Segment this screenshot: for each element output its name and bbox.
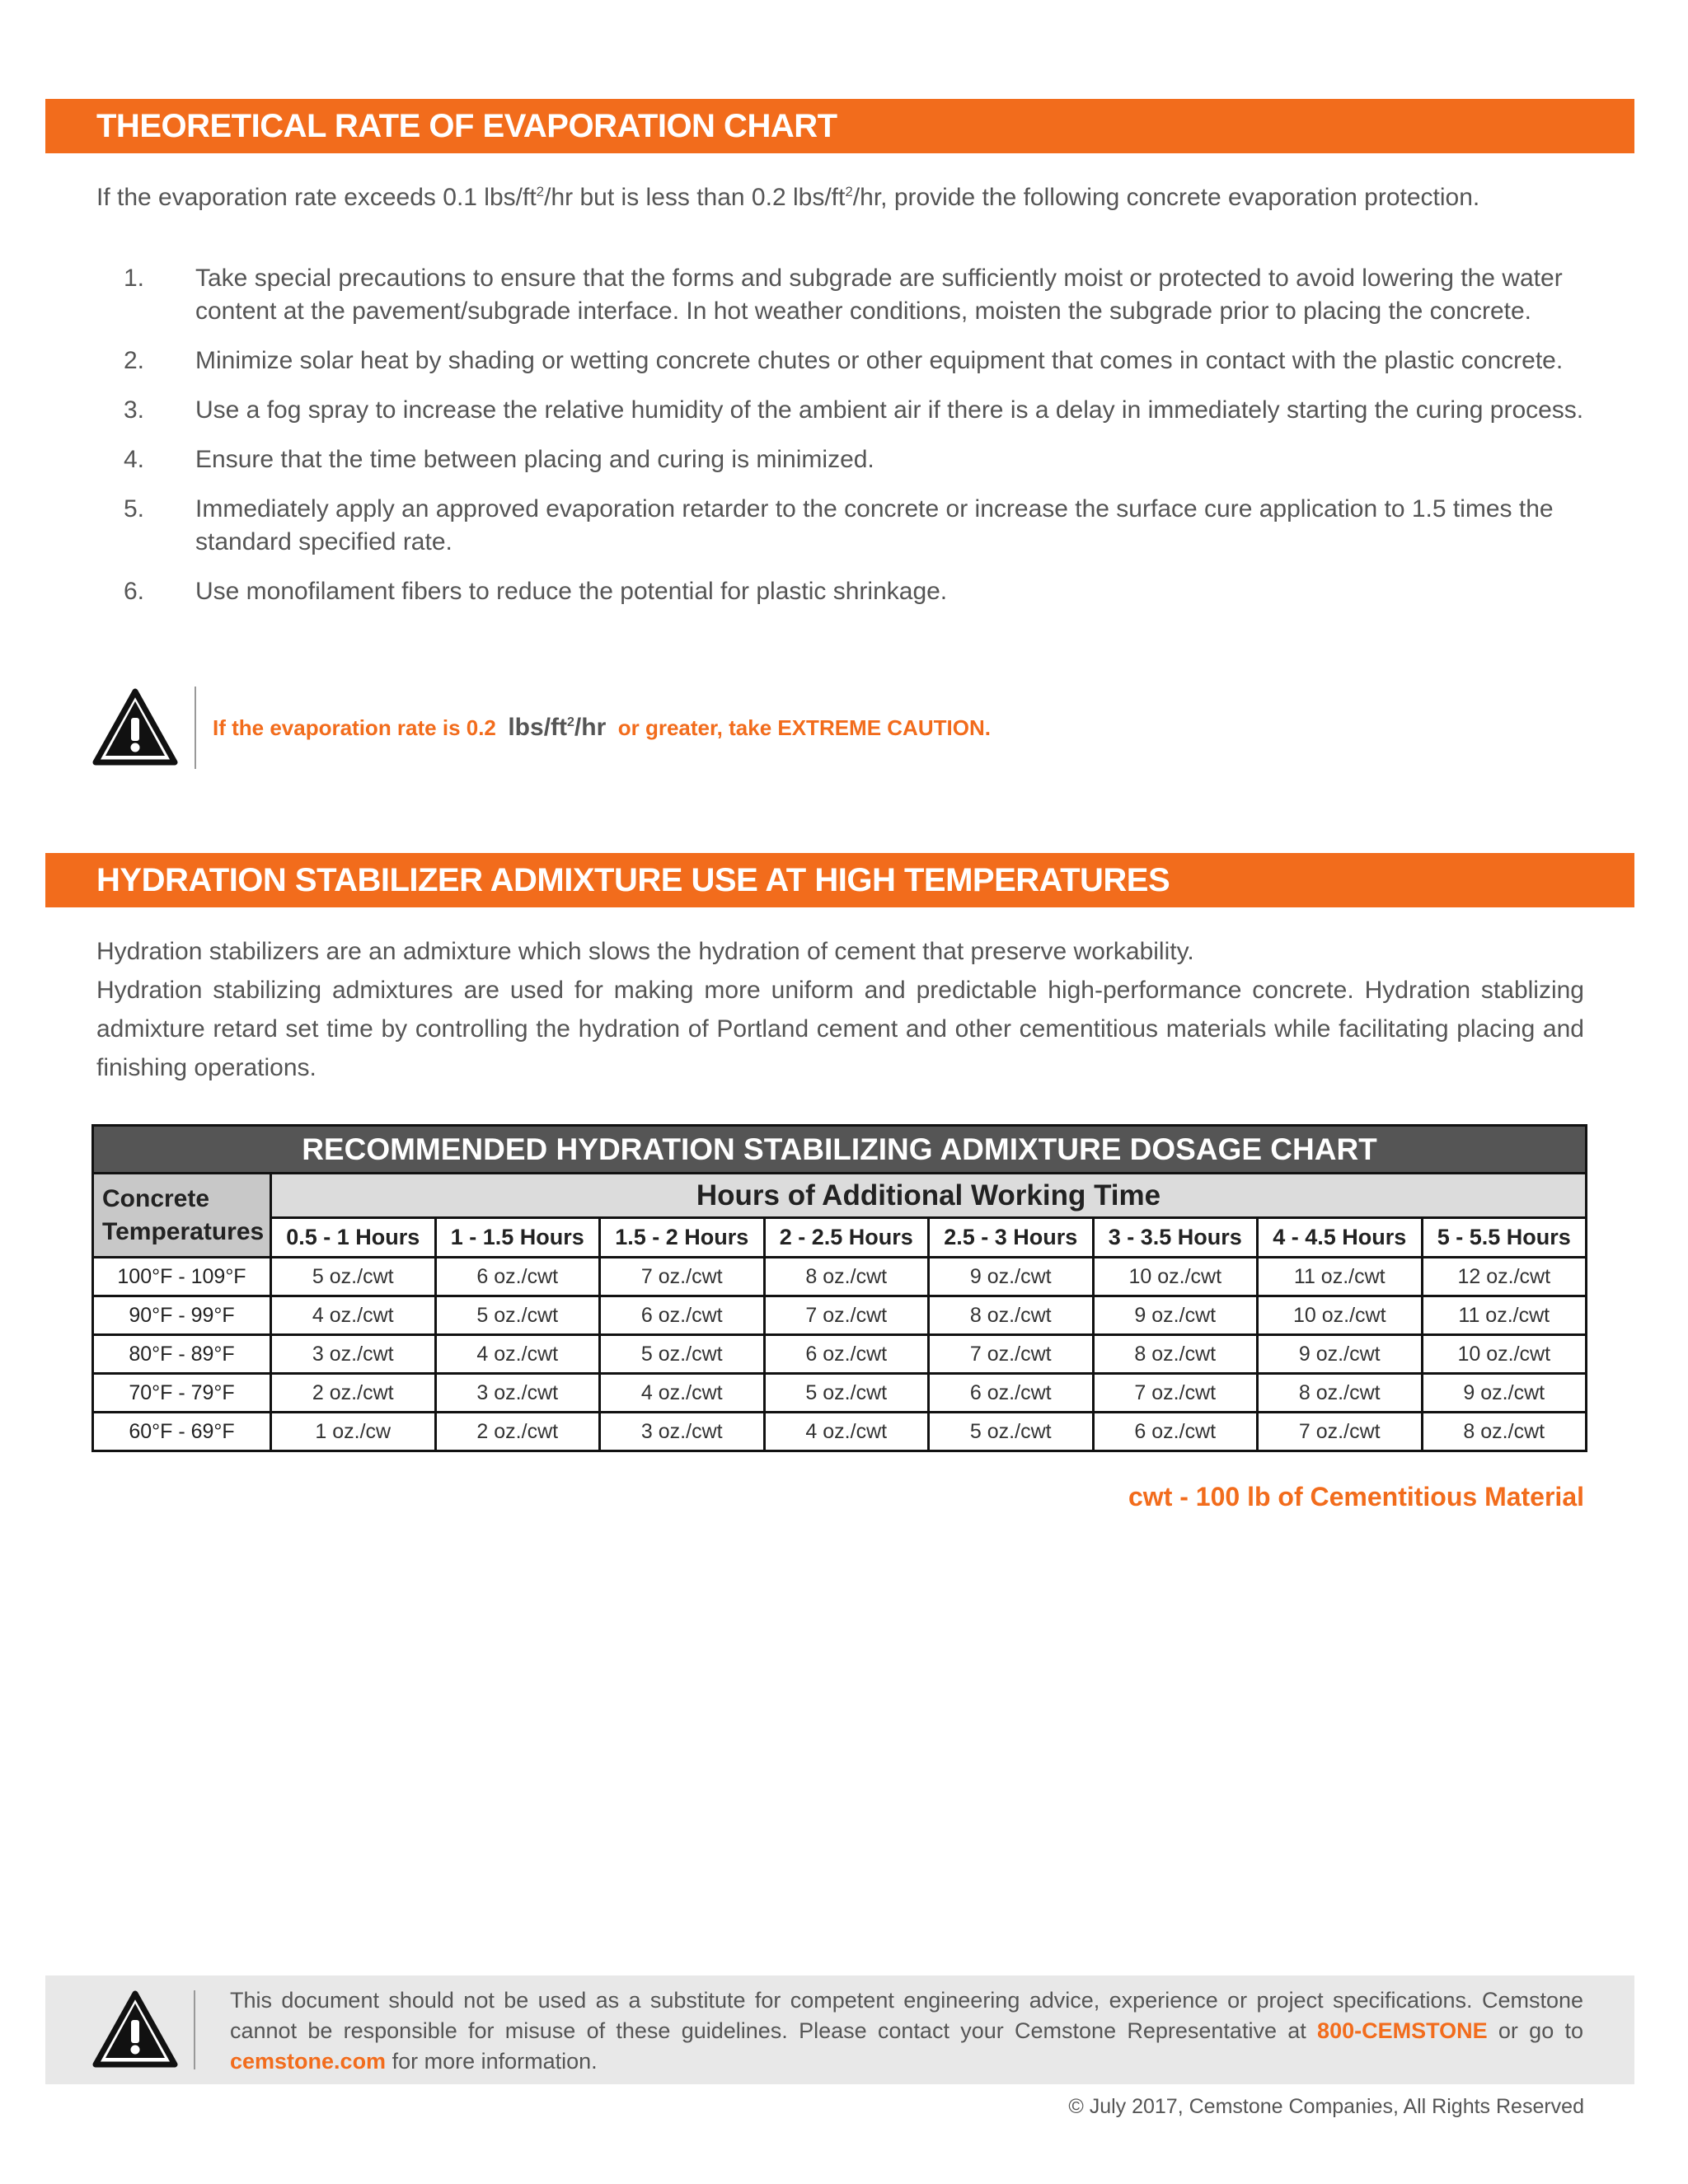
dosage-cell: 4 oz./cwt <box>600 1374 765 1413</box>
dosage-cell: 6 oz./cwt <box>600 1296 765 1335</box>
table-row <box>93 1258 1587 1296</box>
intro-part-c: /hr, provide the following concrete evaporation protection. <box>852 184 1480 211</box>
dosage-cell: 9 oz./cwt <box>929 1258 1094 1296</box>
phone-link[interactable]: 800-CEMSTONE <box>1317 2018 1488 2043</box>
dosage-cell: 10 oz./cwt <box>1258 1296 1423 1335</box>
dosage-cell: 8 oz./cwt <box>1258 1374 1423 1413</box>
dosage-table-body <box>93 1258 1587 1451</box>
warning-triangle-icon <box>92 687 178 769</box>
dosage-cell: 7 oz./cwt <box>600 1258 765 1296</box>
dosage-table <box>91 1124 1587 1452</box>
caution-unit <box>508 714 606 741</box>
disclaimer-text <box>230 1985 1583 2077</box>
precaution-list <box>124 262 1591 625</box>
dosage-cell: 10 oz./cwt <box>1422 1335 1587 1374</box>
list-number: 4. <box>124 446 145 473</box>
dosage-cell: 8 oz./cwt <box>1093 1335 1258 1374</box>
disclaimer-box <box>45 1975 1634 2084</box>
list-text: Use a fog spray to increase the relative humidity of the ambient air if there is a delay in immediately starting the curing process. <box>195 396 1584 424</box>
dosage-cell: 3 oz./cwt <box>600 1413 765 1451</box>
temperature-cell: 70°F - 79°F <box>93 1374 271 1413</box>
list-item <box>124 344 1591 377</box>
warning-triangle-icon <box>92 1989 178 2071</box>
column-header: 1.5 - 2 Hours <box>600 1218 765 1258</box>
copyright-notice: © July 2017, Cemstone Companies, All Rights Reserved <box>1068 2095 1584 2118</box>
dosage-cell: 8 oz./cwt <box>1422 1413 1587 1451</box>
column-header: 2.5 - 3 Hours <box>929 1218 1094 1258</box>
disclaimer-part-c: for more information. <box>392 2049 598 2074</box>
caution-sup: 2 <box>567 715 574 729</box>
list-text: Use monofilament fibers to reduce the potential for plastic shrinkage. <box>195 578 948 605</box>
dosage-cell: 3 oz./cwt <box>435 1374 600 1413</box>
dosage-cell: 9 oz./cwt <box>1422 1374 1587 1413</box>
temperature-cell: 80°F - 89°F <box>93 1335 271 1374</box>
dosage-cell: 11 oz./cwt <box>1422 1296 1587 1335</box>
intro-part-a: If the evaporation rate exceeds 0.1 lbs/ft <box>96 184 537 211</box>
caution-unit-a: lbs/ft <box>508 714 568 741</box>
dosage-cell: 5 oz./cwt <box>600 1335 765 1374</box>
dosage-cell: 6 oz./cwt <box>764 1335 929 1374</box>
evaporation-intro <box>96 179 1584 217</box>
dosage-cell: 9 oz./cwt <box>1093 1296 1258 1335</box>
temperature-cell: 90°F - 99°F <box>93 1296 271 1335</box>
dosage-cell: 8 oz./cwt <box>929 1296 1094 1335</box>
list-number: 2. <box>124 347 145 374</box>
column-header: 0.5 - 1 Hours <box>271 1218 436 1258</box>
dosage-cell: 4 oz./cwt <box>435 1335 600 1374</box>
dosage-cell: 5 oz./cwt <box>764 1374 929 1413</box>
dosage-cell: 7 oz./cwt <box>764 1296 929 1335</box>
sup-2b: 2 <box>845 184 853 199</box>
dosage-cell: 12 oz./cwt <box>1422 1258 1587 1296</box>
hydration-para-1: Hydration stabilizers are an admixture which slows the hydration of cement that preserve workability. <box>96 938 1194 965</box>
dosage-cell: 3 oz./cwt <box>271 1335 436 1374</box>
sup-2a: 2 <box>536 184 545 199</box>
disclaimer-part-b: or go to <box>1498 2018 1583 2043</box>
hydration-description <box>96 932 1584 1087</box>
list-text: Ensure that the time between placing and curing is minimized. <box>195 446 874 473</box>
column-header: 1 - 1.5 Hours <box>435 1218 600 1258</box>
dosage-cell: 1 oz./cw <box>271 1413 436 1451</box>
list-number: 1. <box>124 265 145 292</box>
dosage-cell: 9 oz./cwt <box>1258 1335 1423 1374</box>
section-header-hydration: HYDRATION STABILIZER ADMIXTURE USE AT HIGH TEMPERATURES <box>45 853 1634 907</box>
concrete-temperatures-header <box>93 1174 271 1258</box>
dosage-cell: 7 oz./cwt <box>1258 1413 1423 1451</box>
list-text: Immediately apply an approved evaporation retarder to the concrete or increase the surface cure application to 1.5 times the standard specified rate. <box>195 495 1554 555</box>
table-title: RECOMMENDED HYDRATION STABILIZING ADMIXTURE DOSAGE CHART <box>93 1126 1587 1174</box>
list-item <box>124 262 1591 328</box>
list-item <box>124 493 1591 559</box>
column-header: 4 - 4.5 Hours <box>1258 1218 1423 1258</box>
divider <box>195 687 196 769</box>
temperature-cell: 100°F - 109°F <box>93 1258 271 1296</box>
intro-part-b: /hr but is less than 0.2 lbs/ft <box>544 184 846 211</box>
caution-text <box>213 714 991 742</box>
website-link[interactable]: cemstone.com <box>230 2049 387 2074</box>
dosage-cell: 4 oz./cwt <box>764 1413 929 1451</box>
table-row <box>93 1296 1587 1335</box>
caution-unit-b: /hr <box>574 714 607 741</box>
hydration-para-2: Hydration stabilizing admixtures are used for making more uniform and predictable high-performance concrete. Hydration stablizing admixture retard set time by controlling the hydration of Portland cement and other cementitious materials while facilitating placing and finishing operations. <box>96 977 1584 1081</box>
list-number: 6. <box>124 578 145 605</box>
list-number: 5. <box>124 495 145 523</box>
section-header-evaporation: THEORETICAL RATE OF EVAPORATION CHART <box>45 99 1634 153</box>
list-text: Minimize solar heat by shading or wetting concrete chutes or other equipment that comes in contact with the plastic concrete. <box>195 347 1564 374</box>
dosage-cell: 11 oz./cwt <box>1258 1258 1423 1296</box>
extreme-caution-callout <box>92 687 991 769</box>
concrete-label: Concrete <box>102 1184 210 1212</box>
table-row <box>93 1374 1587 1413</box>
disclaimer-part-a: This document should not be used as a substitute for competent engineering advice, experience or project specifications. Cemstone cannot be responsible for misuse of these guidelines. Please contact your Cemstone Representative at <box>230 1988 1583 2043</box>
column-header: 3 - 3.5 Hours <box>1093 1218 1258 1258</box>
list-text: Take special precautions to ensure that the forms and subgrade are sufficiently moist or protected to avoid lowering the water content at the pavement/subgrade interface. In hot weather conditions, moisten the subgrade prior to placing the concrete. <box>195 265 1563 325</box>
table-row <box>93 1413 1587 1451</box>
list-item <box>124 575 1591 608</box>
list-number: 3. <box>124 396 145 424</box>
column-header: 2 - 2.5 Hours <box>764 1218 929 1258</box>
temperatures-label: Temperatures <box>102 1217 265 1245</box>
dosage-cell: 7 oz./cwt <box>929 1335 1094 1374</box>
dosage-cell: 5 oz./cwt <box>929 1413 1094 1451</box>
cwt-footnote: cwt - 100 lb of Cementitious Material <box>1128 1482 1584 1511</box>
dosage-cell: 6 oz./cwt <box>1093 1413 1258 1451</box>
dosage-cell: 10 oz./cwt <box>1093 1258 1258 1296</box>
divider <box>194 1990 195 2069</box>
dosage-cell: 7 oz./cwt <box>1093 1374 1258 1413</box>
table-row <box>93 1335 1587 1374</box>
dosage-cell: 5 oz./cwt <box>435 1296 600 1335</box>
list-item <box>124 394 1591 427</box>
hours-header: Hours of Additional Working Time <box>271 1174 1587 1218</box>
dosage-cell: 6 oz./cwt <box>435 1258 600 1296</box>
dosage-cell: 5 oz./cwt <box>271 1258 436 1296</box>
dosage-cell: 2 oz./cwt <box>435 1413 600 1451</box>
dosage-cell: 2 oz./cwt <box>271 1374 436 1413</box>
dosage-cell: 4 oz./cwt <box>271 1296 436 1335</box>
dosage-cell: 6 oz./cwt <box>929 1374 1094 1413</box>
caution-part-a: If the evaporation rate is 0.2 <box>213 715 496 740</box>
list-item <box>124 443 1591 476</box>
caution-part-b: or greater, take EXTREME CAUTION. <box>617 715 991 740</box>
column-header: 5 - 5.5 Hours <box>1422 1218 1587 1258</box>
temperature-cell: 60°F - 69°F <box>93 1413 271 1451</box>
dosage-cell: 8 oz./cwt <box>764 1258 929 1296</box>
